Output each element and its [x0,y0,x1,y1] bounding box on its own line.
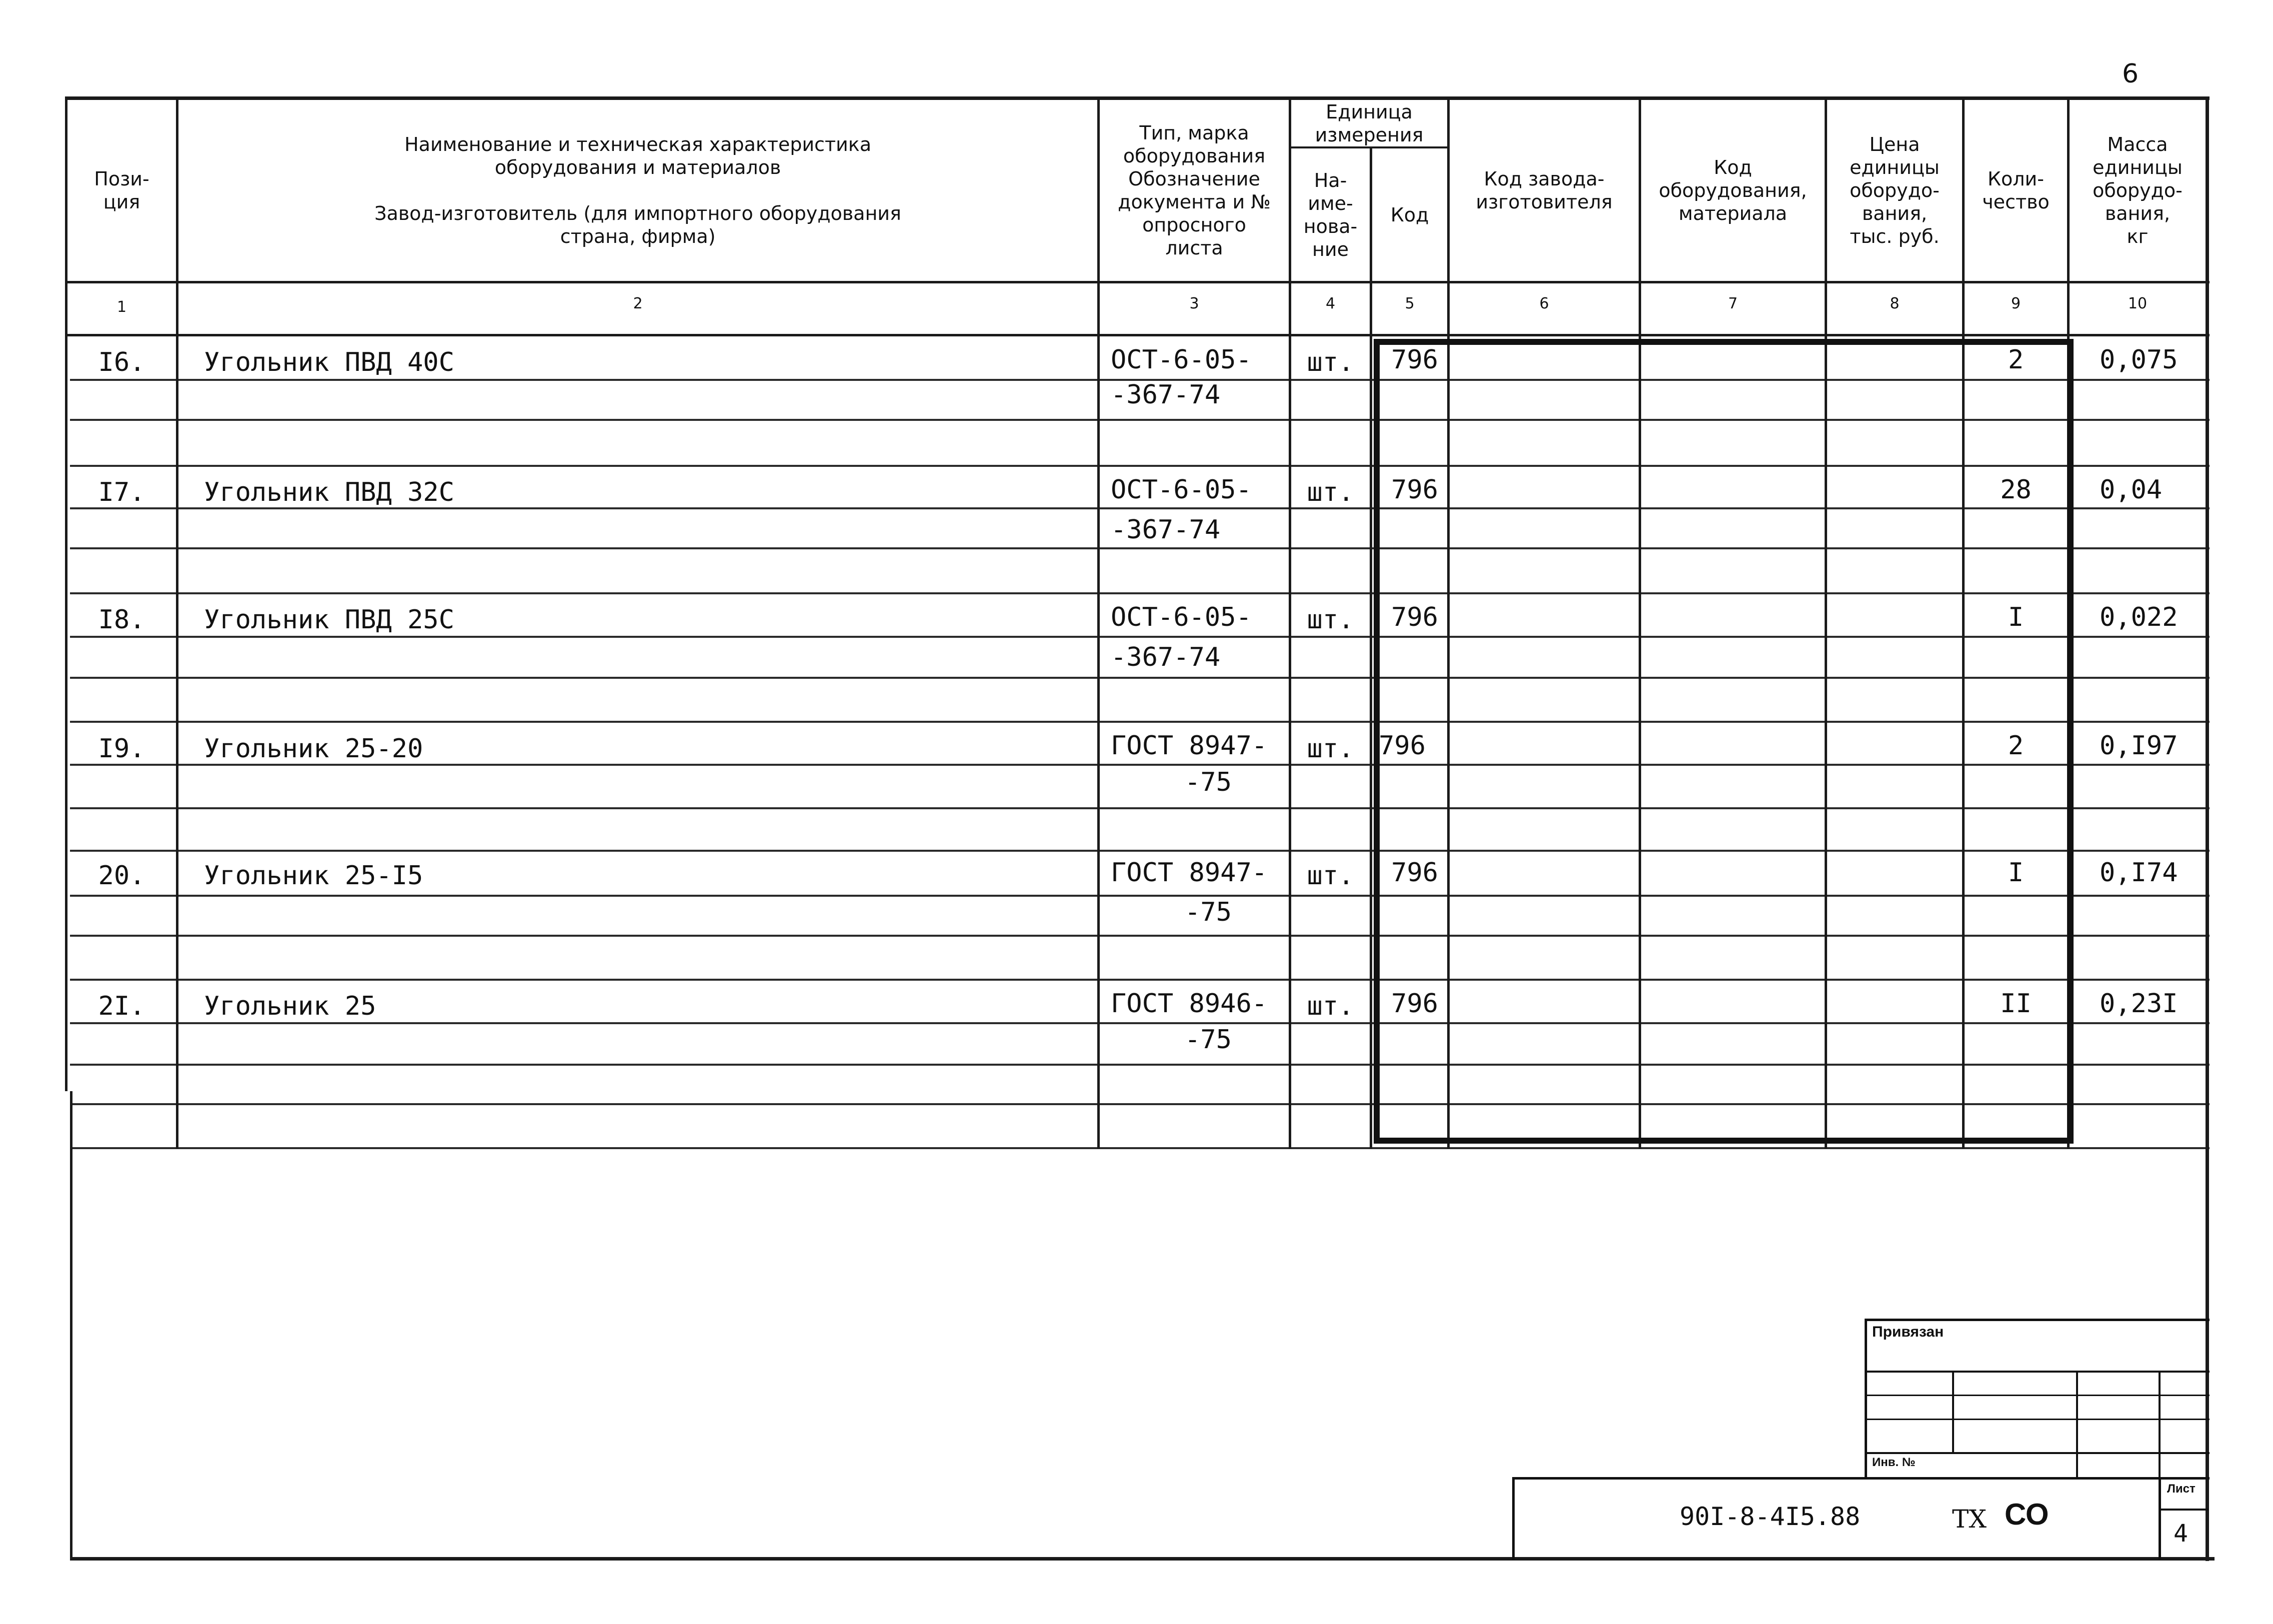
header-position: Пози- ция [94,168,149,213]
row-position: I6. [98,347,145,377]
header-equipment-code: Код оборудования, материала [1659,156,1807,224]
row-mass: 0,I97 [2100,731,2178,761]
row-quantity: I [2008,858,2024,888]
header-unit-code: Код [1390,203,1429,226]
document-code: 90I-8-4I5.88 [1680,1502,1861,1531]
row-unit-code: 796 [1391,989,1438,1019]
page-number: 6 [2122,59,2139,89]
row-doc-line1: ГОСТ 8946- [1111,989,1268,1019]
row-name: Угольник ПВД 25С [204,605,454,635]
row-unit: шт. [1307,861,1354,891]
header-mass: Масса единицы оборудо- вания, кг [2093,133,2183,247]
row-name: Угольник 25-I5 [204,861,423,891]
col-number: 7 [1728,295,1738,312]
row-name: Угольник ПВД 40С [204,347,454,377]
row-mass: 0,23I [2100,989,2178,1019]
row-doc-line1: ОСТ-6-05- [1111,345,1252,375]
row-name: Угольник 25-20 [204,734,423,764]
col-number: 6 [1539,295,1549,312]
row-mass: 0,04 [2100,475,2163,505]
header-factory-code: Код завода- изготовителя [1476,168,1613,213]
header-name: Наименование и техническая характеристика оборудования и материалов Завод-изготовитель (для импортного оборудования страна, фирма) [374,133,901,247]
header-unit-name: На- име- нова- ние [1303,169,1358,260]
col-number: 4 [1325,295,1336,312]
row-doc-line1: ГОСТ 8947- [1111,858,1268,888]
row-mass: 0,075 [2100,345,2178,375]
row-unit: шт. [1307,734,1354,764]
row-unit-code: 796 [1391,602,1438,632]
row-name: Угольник 25 [204,991,376,1021]
header-unit-group: Единица измерения [1315,100,1424,146]
col-number: 2 [633,295,643,312]
row-position: I7. [98,477,145,507]
row-position: I8. [98,605,145,635]
row-unit-code: 796 [1379,731,1426,761]
row-doc-line2: -75 [1185,897,1232,927]
col-number: 1 [116,298,127,316]
row-unit-code: 796 [1391,475,1438,505]
section-tx: ТХ [1952,1505,1987,1534]
row-unit-code: 796 [1391,858,1438,888]
row-quantity: 2 [2008,345,2024,375]
col-number: 3 [1189,295,1199,312]
attached-label: Привязан [1872,1324,1944,1340]
row-position: 20. [98,861,145,891]
row-doc-line1: ГОСТ 8947- [1111,731,1268,761]
row-quantity: 2 [2008,731,2024,761]
row-unit: шт. [1307,991,1354,1021]
header-price: Цена единицы оборудо- вания, тыс. руб. [1850,133,1940,247]
row-name: Угольник ПВД 32С [204,477,454,507]
section-co: СО [2005,1498,2049,1531]
row-mass: 0,022 [2100,602,2178,632]
row-doc-line2: -75 [1185,767,1232,797]
row-position: I9. [98,734,145,764]
row-doc-line1: ОСТ-6-05- [1111,475,1252,505]
row-mass: 0,I74 [2100,858,2178,888]
row-unit: шт. [1307,605,1354,635]
row-doc-line2: -367-74 [1111,515,1221,545]
row-doc-line2: -367-74 [1111,642,1221,672]
col-number: 5 [1405,295,1415,312]
header-type: Тип, марка оборудования Обозначение документа и № опросного листа [1118,122,1271,259]
row-doc-line2: -75 [1185,1025,1232,1055]
row-doc-line1: ОСТ-6-05- [1111,602,1252,632]
header-quantity: Коли- чество [1982,168,2050,213]
row-unit-code: 796 [1391,345,1438,375]
row-unit: шт. [1307,347,1354,377]
inventory-number-label: Инв. № [1872,1456,1916,1469]
row-doc-line2: -367-74 [1111,380,1221,410]
row-quantity: II [2000,989,2032,1019]
col-number: 8 [1890,295,1900,312]
col-number: 9 [2011,295,2021,312]
row-quantity: I [2008,602,2024,632]
sheet-label: Лист [2167,1482,2196,1496]
row-unit: шт. [1307,477,1354,507]
row-position: 2I. [98,991,145,1021]
col-number: 10 [2128,295,2148,312]
sheet-number: 4 [2174,1520,2188,1548]
row-quantity: 28 [2000,475,2032,505]
